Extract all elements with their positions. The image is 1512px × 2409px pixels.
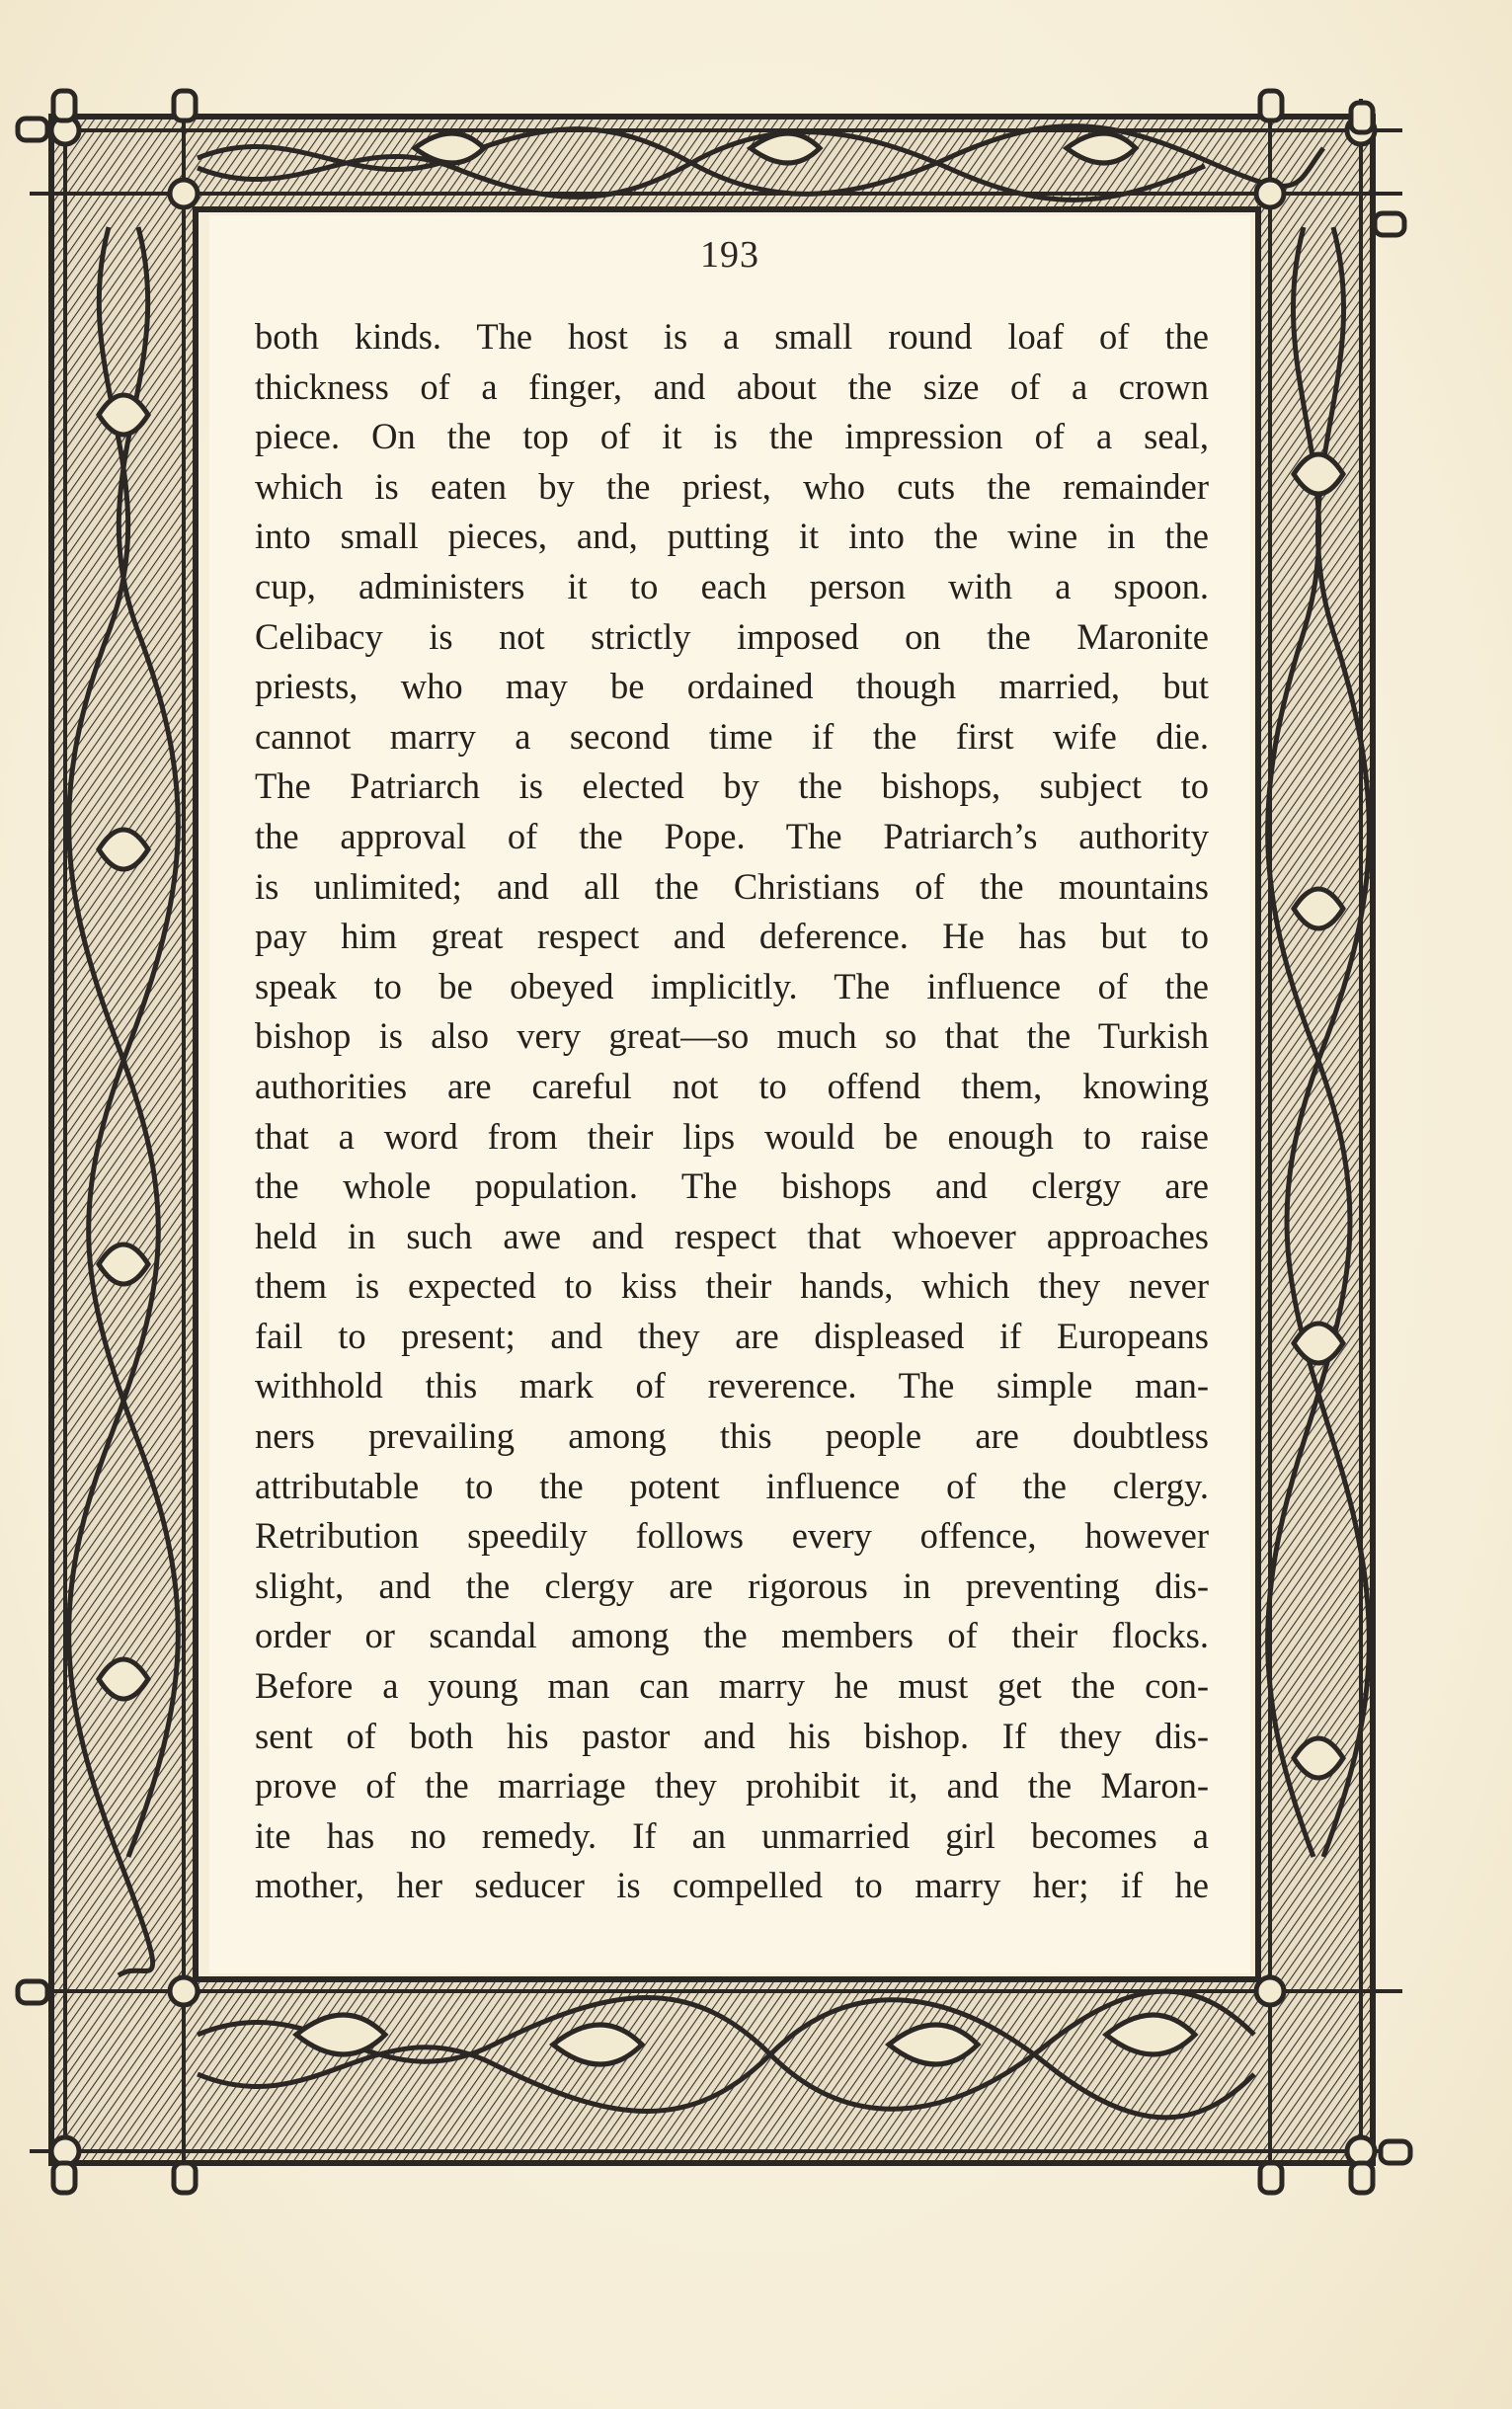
body-text	[255, 312, 1209, 1911]
text-line: fail to present; and they are displeased if Europeans	[255, 1315, 1209, 1356]
text-line: bishop is also very great—so much so that the Turkish	[255, 1015, 1209, 1057]
text-line: prove of the marriage they prohibit it, and the Maron-	[255, 1765, 1209, 1807]
text-line: held in such awe and respect that whoever approaches	[255, 1215, 1209, 1256]
text-panel	[209, 215, 1250, 1973]
text-line: authorities are careful not to offend them, knowing	[255, 1065, 1209, 1106]
text-line: both kinds. The host is a small round loaf of the	[255, 316, 1209, 357]
text-line: sent of both his pastor and his bishop. If they dis-	[255, 1715, 1209, 1756]
text-line: the approval of the Pope. The Patriarch’s authority	[255, 815, 1209, 856]
text-line: the whole population. The bishops and clergy are	[255, 1165, 1209, 1207]
text-line: Celibacy is not strictly imposed on the Maronite	[255, 615, 1209, 657]
text-line: Retribution speedily follows every offence, however	[255, 1515, 1209, 1557]
text-line: is unlimited; and all the Christians of the mountains	[255, 865, 1209, 907]
text-line: slight, and the clergy are rigorous in preventing dis-	[255, 1565, 1209, 1606]
text-line: that a word from their lips would be enough to raise	[255, 1115, 1209, 1157]
text-line: into small pieces, and, putting it into the wine in the	[255, 516, 1209, 557]
text-line: withhold this mark of reverence. The simple man-	[255, 1365, 1209, 1406]
text-line: cannot marry a second time if the first wife die.	[255, 715, 1209, 757]
text-line: which is eaten by the priest, who cuts the remainder	[255, 465, 1209, 507]
text-line: speak to be obeyed implicitly. The influence of the	[255, 965, 1209, 1006]
text-line: priests, who may be ordained though married, but	[255, 666, 1209, 707]
text-line: them is expected to kiss their hands, which they never	[255, 1265, 1209, 1307]
text-line: attributable to the potent influence of the clergy.	[255, 1465, 1209, 1506]
text-line: Before a young man can marry he must get the con-	[255, 1665, 1209, 1707]
text-line: piece. On the top of it is the impression of a seal,	[255, 416, 1209, 457]
text-line: ite has no remedy. If an unmarried girl becomes a	[255, 1814, 1209, 1856]
text-line: The Patriarch is elected by the bishops, subject to	[255, 765, 1209, 807]
page-number: 193	[700, 234, 759, 276]
text-line: thickness of a finger, and about the size of a crown	[255, 365, 1209, 407]
text-line: order or scandal among the members of their flocks.	[255, 1615, 1209, 1656]
text-line: cup, administers it to each person with a spoon.	[255, 565, 1209, 606]
text-line: ners prevailing among this people are doubtless	[255, 1415, 1209, 1457]
text-line: mother, her seducer is compelled to marry her; if he	[255, 1865, 1209, 1906]
text-line: pay him great respect and deference. He has but to	[255, 916, 1209, 957]
